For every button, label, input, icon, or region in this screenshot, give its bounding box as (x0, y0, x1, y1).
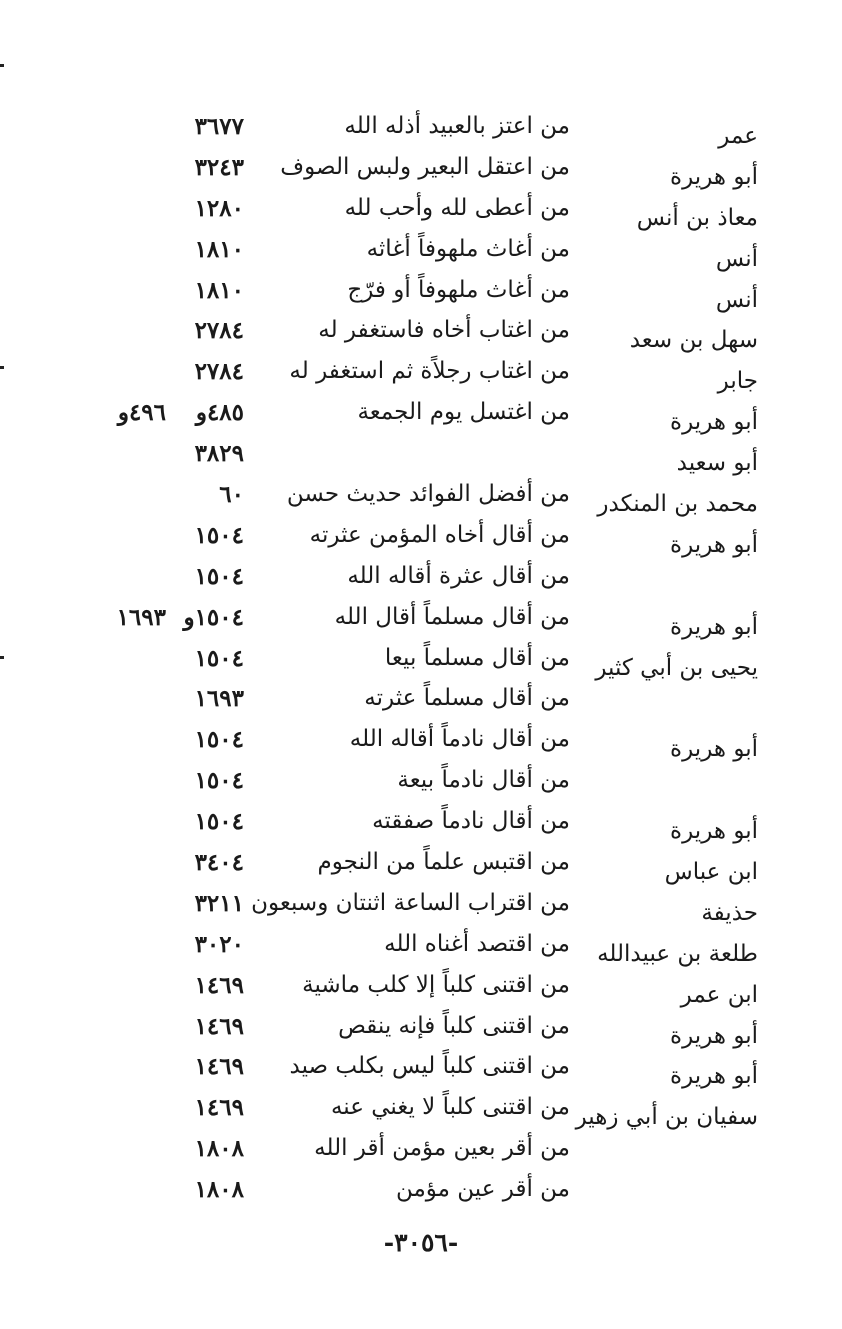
narrator-name: أبو هريرة (670, 409, 758, 436)
index-row (0, 1135, 842, 1176)
hadith-incipit: من أقال أخاه المؤمن عثرته (309, 521, 570, 548)
hadith-reference-number: ١٨١٠ (194, 276, 244, 304)
hadith-reference-number: ٤٨٥و (195, 399, 244, 427)
hadith-reference-number: ١٤٦٩ (194, 1053, 244, 1081)
narrator-name: محمد بن المنكدر (597, 491, 758, 518)
hadith-incipit: من أغاث ملهوفاً أغاثه (366, 235, 570, 262)
hadith-incipit: من أعطى لله وأحب لله (344, 194, 570, 221)
narrator-name: أبو سعيد (676, 450, 758, 477)
hadith-incipit: من أقال مسلماً أقال الله (334, 603, 570, 630)
index-row (0, 522, 842, 563)
page-number: -٣٠٥٦- (383, 1228, 459, 1257)
hadith-incipit: من أقال مسلماً بيعا (384, 644, 570, 671)
hadith-incipit: من اغتسل يوم الجمعة (357, 399, 570, 426)
hadith-incipit: من أقال نادماً أقاله الله (349, 726, 570, 753)
narrator-name: أبو هريرة (670, 531, 758, 558)
narrator-name: ابن عمر (680, 981, 758, 1008)
index-row (0, 726, 842, 767)
hadith-reference-number: ١٤٦٩ (194, 971, 244, 999)
narrator-name: أنس (715, 286, 758, 313)
hadith-reference-number: ١٨٠٨ (194, 1176, 244, 1204)
index-row (0, 931, 842, 972)
narrator-name: ابن عباس (664, 859, 758, 886)
index-row (0, 481, 842, 522)
index-row (0, 767, 842, 808)
hadith-incipit: من أقال نادماً صفقته (372, 808, 570, 835)
additional-reference-number: ٤٩٦و (117, 399, 166, 427)
hadith-incipit: من أفضل الفوائد حديث حسن (286, 481, 570, 508)
index-row (0, 645, 842, 686)
hadith-incipit: من أقال نادماً بيعة (397, 767, 570, 794)
hadith-reference-number: ١٨٠٨ (194, 1135, 244, 1163)
hadith-reference-number: ١٤٦٩ (194, 1012, 244, 1040)
hadith-reference-number: ٣٢٤٣ (194, 153, 244, 181)
hadith-index-list (0, 113, 842, 1217)
index-row (0, 113, 842, 154)
hadith-reference-number: ٣٠٢٠ (194, 930, 244, 958)
index-row (0, 317, 842, 358)
narrator-name: أبو هريرة (670, 163, 758, 190)
hadith-reference-number: ٣٤٠٤ (194, 849, 244, 877)
narrator-name: أبو هريرة (670, 1022, 758, 1049)
index-row (0, 604, 842, 645)
index-row (0, 563, 842, 604)
hadith-incipit: من اقتنى كلباً إلا كلب ماشية (302, 971, 570, 998)
hadith-reference-number: ٢٧٨٤ (194, 358, 244, 386)
hadith-incipit: من اعتقل البعير ولبس الصوف (280, 153, 570, 180)
hadith-incipit: من أقال عثرة أقاله الله (347, 562, 570, 589)
hadith-reference-number: ١٥٠٤ (194, 726, 244, 754)
index-row (0, 399, 842, 440)
scan-edge-mark (0, 64, 4, 67)
narrator-name: طلعة بن عبيدالله (597, 940, 758, 967)
hadith-incipit: من أغاث ملهوفاً أو فرّج (347, 276, 570, 303)
index-row (0, 849, 842, 890)
narrator-name: حذيفة (701, 899, 758, 926)
hadith-reference-number: ١٥٠٤ (194, 808, 244, 836)
hadith-incipit: من أقر بعين مؤمن أقر الله (314, 1135, 570, 1162)
narrator-name: يحيى بن أبي كثير (595, 654, 758, 681)
hadith-reference-number: ١٥٠٤ (194, 644, 244, 672)
index-row (0, 1094, 842, 1135)
hadith-reference-number: ١٤٦٩ (194, 1094, 244, 1122)
index-row (0, 1013, 842, 1054)
hadith-reference-number: ١٦٩٣ (194, 685, 244, 713)
hadith-incipit: من اغتاب رجلاًة ثم استغفر له (289, 358, 570, 385)
hadith-incipit: من اقتراب الساعة اثنتان وسبعون (251, 889, 570, 916)
hadith-reference-number: ١٥٠٤ (194, 562, 244, 590)
index-row (0, 685, 842, 726)
narrator-name: جابر (717, 368, 758, 395)
hadith-reference-number: ٣٢١١ (194, 889, 244, 917)
index-row (0, 1176, 842, 1217)
hadith-reference-number: ١٨١٠ (194, 235, 244, 263)
index-row (0, 358, 842, 399)
narrator-name: أنس (715, 245, 758, 272)
index-row (0, 1053, 842, 1094)
narrator-name: معاذ بن أنس (636, 204, 758, 231)
hadith-incipit: من اقتبس علماً من النجوم (317, 849, 570, 876)
hadith-incipit: من اقتنى كلباً فإنه ينقص (338, 1012, 570, 1039)
hadith-incipit: من اقتصد أغناه الله (384, 930, 570, 957)
index-row (0, 154, 842, 195)
hadith-incipit: من اغتاب أخاه فاستغفر له (318, 317, 570, 344)
index-row (0, 277, 842, 318)
narrator-name: سفيان بن أبي زهير (575, 1104, 758, 1131)
narrator-name: أبو هريرة (670, 613, 758, 640)
hadith-reference-number: ١٥٠٤ (194, 521, 244, 549)
narrator-name: أبو هريرة (670, 818, 758, 845)
index-row (0, 808, 842, 849)
hadith-incipit: من أقر عين مؤمن (395, 1176, 570, 1203)
hadith-incipit: من اقتنى كلباً لا يغني عنه (330, 1094, 570, 1121)
index-row (0, 440, 842, 481)
narrator-name: أبو هريرة (670, 736, 758, 763)
hadith-reference-number: ٣٨٢٩ (194, 440, 244, 468)
index-row (0, 890, 842, 931)
hadith-incipit: من اقتنى كلباً ليس بكلب صيد (289, 1053, 570, 1080)
hadith-reference-number: ١٢٨٠ (194, 194, 244, 222)
hadith-reference-number: ١٥٠٤ (194, 767, 244, 795)
hadith-incipit: من أقال مسلماً عثرته (364, 685, 570, 712)
index-row (0, 195, 842, 236)
narrator-name: عمر (718, 123, 758, 149)
narrator-name: أبو هريرة (670, 1063, 758, 1090)
hadith-reference-number: ٦٠ (219, 481, 244, 509)
additional-reference-number: ١٦٩٣ (116, 603, 166, 631)
narrator-name: سهل بن سعد (629, 327, 758, 354)
hadith-reference-number: ٣٦٧٧ (194, 113, 244, 140)
hadith-reference-number: ٢٧٨٤ (194, 317, 244, 345)
hadith-incipit: من اعتز بالعبيد أذله الله (344, 113, 570, 139)
index-row (0, 972, 842, 1013)
index-row (0, 236, 842, 277)
hadith-reference-number: ١٥٠٤و (183, 603, 244, 631)
